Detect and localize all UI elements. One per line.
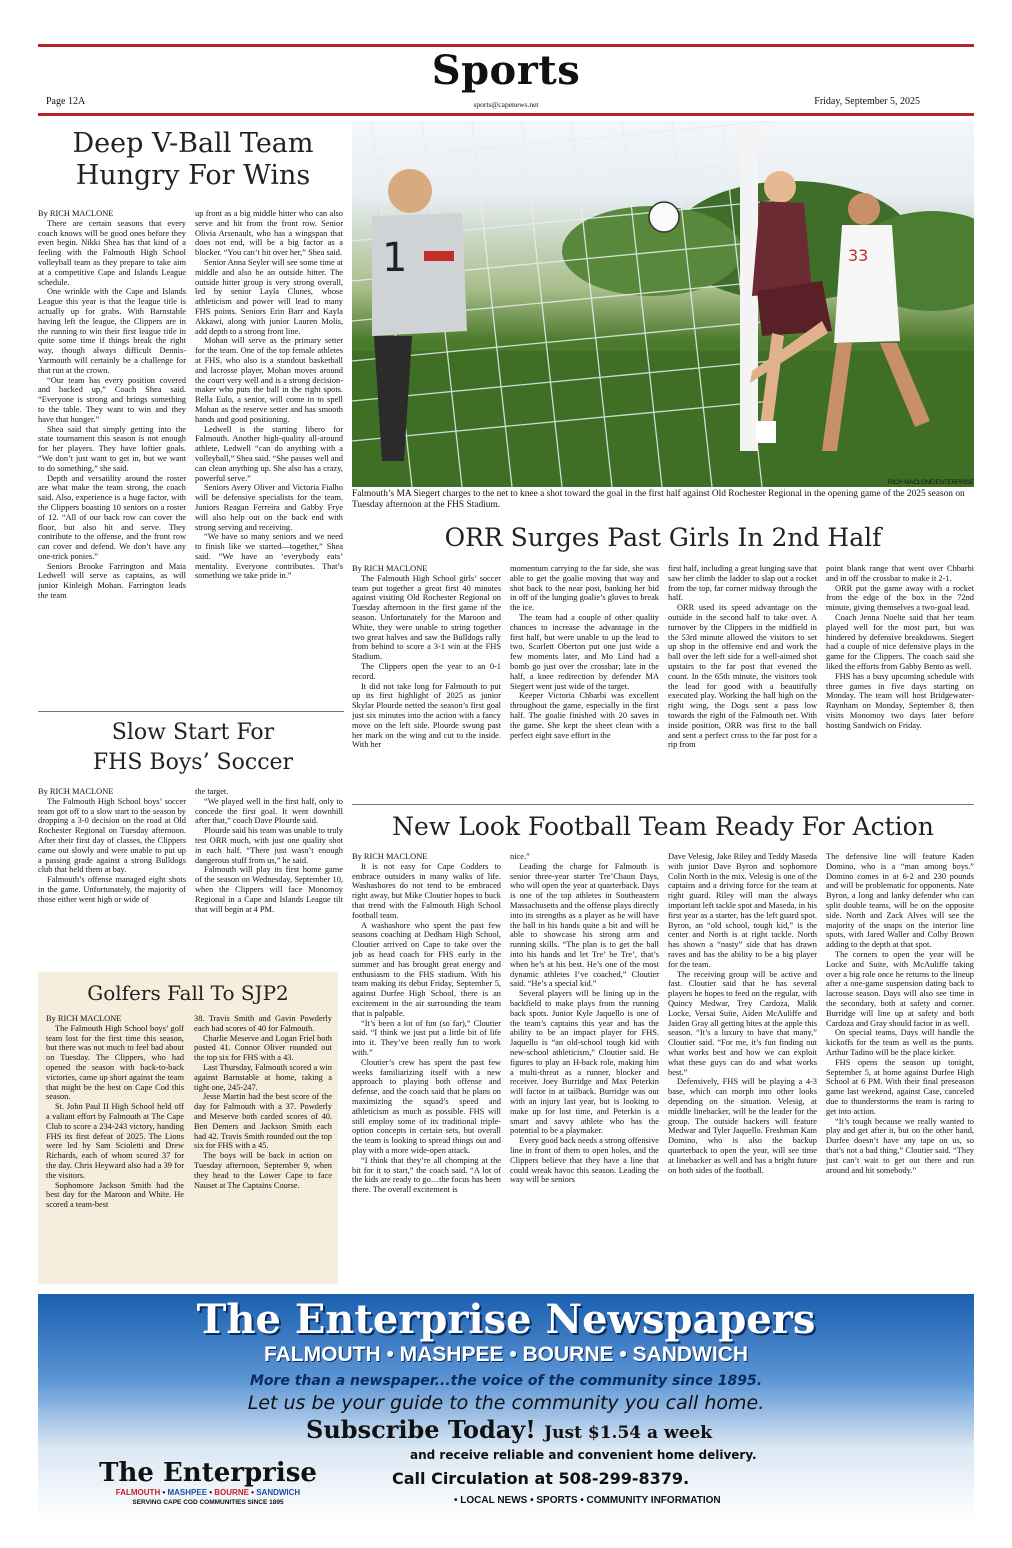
paragraph: Depth and versatility around the roster are what make the team strong, the coach said. Also, experience is a huge factor, with the Clippers boasting 10 seniors on a roster of 12. “All of our back row can cover the floor, but also hit and serve. They contribute to the offense, and the front row can cover and defend. We don’t have any one-trick ponies.” <box>38 473 186 561</box>
boys-column-2 <box>195 787 343 959</box>
paragraph: Jesse Martin had the best score of the day for Falmouth with a 37. Powderly and Meserve both carded scores of 40. Ben Demers and Jackson Smith each had 42. Travis Smith rounded out the top six for FHS with a 45. <box>194 1092 332 1151</box>
logo-town: SANDWICH <box>256 1488 301 1497</box>
paragraph: Every good back needs a strong offensive line in front of them to open holes, and the Clippers believe that they have a line that could wreak havoc this season. Leading the way will be seniors <box>510 1136 659 1185</box>
logo-town: MASHPEE <box>167 1488 208 1497</box>
subscription-ad[interactable] <box>38 1294 974 1520</box>
paragraph: “It’s tough because we really wanted to play and get after it, but on the other hand, Durfee doesn’t have any tape on us, so that’s not a bad thing,” Cloutier said. “They just can’t wait to get out there and run around and hit somebody.” <box>826 1116 974 1175</box>
orr-column-1 <box>352 564 501 796</box>
paragraph: FHS opens the season up tonight, September 5, at home against Durfee High School at 6 PM. With their final preseason game last weekend, against Case, canceled due to thunderstorms the team is raring to get into action. <box>826 1057 974 1116</box>
paragraph: A washashore who spent the past few seasons coaching at Dedham High School, Cloutier arrived on Cape to take over the job as head coach for FHS early in the summer and has brought great energy and enthusiasm to the FHS stadium. With his team making its debut Friday, September 5, against Durfee High School, there is an excitement in the air surrounding the team that is palpable. <box>352 920 501 1018</box>
soccer-ball <box>649 202 679 232</box>
paragraph: It is not easy for Cape Codders to embrace outsiders in many walks of life. Washashores do not tend to be embraced right away, but Mike Cloutier hopes to buck that trend with the Falmouth High School football team. <box>352 861 501 920</box>
orr-headline: ORR Surges Past Girls In 2nd Half <box>444 523 882 552</box>
paragraph: Keeper Victoria Chbarbi was excellent throughout the game, especially in the first half. The goalie finished with 20 saves in the game. She kept the sheet clean with a perfect eight save effort in the <box>510 691 659 740</box>
boys-headline-line-2: FHS Boys’ Soccer <box>92 750 294 775</box>
logo-town: BOURNE <box>214 1488 249 1497</box>
orr-column-2 <box>510 564 659 796</box>
paragraph: Shea said that simply getting into the state tournament this season is not enough for her players. They have loftier goals. “We don’t just want to get in, but we want to do something,” she said. <box>38 424 186 473</box>
paragraph: Several players will be lining up in the backfield to make plays from the running back spots. Junior Kyle Jaquello is one of the team’s captains this year and has the ability to be an impact player for FHS. Jaquello is “an old-school tough kid with new-school athleticism,” Cloutier said. He figures to play an H-back role, making him a multi-threat as a runner, blocker and receiver. Joey Burridge and Max Peterkin will factor in at tailback. Burridge was out with an injury last year, but is looking to make up for lost time, and Peterkin is a smart and savvy athlete who has the potential to be a playmaker. <box>510 989 659 1136</box>
paragraph: “Our team has every position covered and backed up,” Coach Shea said. “Everyone is strong and brings something to the table. They want to win and they have that hunger.” <box>38 375 186 424</box>
football-column-3 <box>668 852 817 1284</box>
paragraph: Charlie Meserve and Logan Friel both posted 41. Connor Oliver rounded out the top six for FHS with a 43. <box>194 1033 332 1063</box>
football-byline: By RICH MACLONE <box>352 852 428 861</box>
paragraph: ORR used its speed advantage on the outside in the second half to take over. A turnover by the Clippers in the midfield in the 53rd minute allowed the visitors to set up shop in the offensive end and work the ball over the left side for a well-aimed shot upstairs to the far post that evened the count. In the 65th minute, the visitors took the lead for good with a beautifully executed play. Working the ball high on the right wing, the Dogs sent a pass low towards the right of the Falmouth net. With inside position, ORR was first to the ball and sent a perfect cross to the far post for a rip from <box>668 603 817 750</box>
paragraph: point blank range that went over Chbarbi and in off the crossbar to make it 2-1. <box>826 564 974 583</box>
paragraph: “I think that they’re all chomping at the bit for it to start,” the coach said. “A lot of the kids are ready to go…the focus has been there. The overall excitement is <box>352 1155 501 1195</box>
football-headline: New Look Football Team Ready For Action <box>392 812 934 841</box>
vball-headline-line-1: Deep V-Ball Team <box>72 128 314 159</box>
paragraph: There are certain seasons that every coach knows will be good ones before they even begin. Nikki Shea has that kind of a feeling with the Falmouth High School volleyball team as they prepare to take aim at a competitive Cape and Islands League schedule. <box>38 218 186 287</box>
paragraph: It did not take long for Falmouth to put up its first highlight of 2025 as junior Skylar Plourde netted the season’s first goal just six minutes into the action with a fancy move on the left side. Plourde swung past her mark on the wing and cut to the inside. With her <box>352 681 501 750</box>
page-number: Page 12A <box>46 96 86 107</box>
boys-headline-line-1: Slow Start For <box>111 720 275 745</box>
golf-byline: By RICH MACLONE <box>46 1014 122 1023</box>
football-column-4 <box>826 852 974 1284</box>
golf-box <box>38 972 338 1284</box>
paragraph: The boys will be back in action on Tuesday afternoon, September 9, when they head to the Lower Cape to face Nauset at The Captains Course. <box>194 1151 332 1190</box>
golf-column-1 <box>46 1014 184 1278</box>
paragraph: up front as a big middle hitter who can also serve and hit from the front row. Senior Olivia Arsenault, who has a wingspan that does not end, will be a big factor as a blocker. “You can’t hit over her,” Shea said. <box>195 209 343 258</box>
ad-delivery: and receive reliable and convenient home delivery. <box>410 1448 757 1462</box>
issue-date: Friday, September 5, 2025 <box>814 96 920 107</box>
paragraph: Falmouth will play its first home game of the season on Wednesday, September 10, when the Clippers will face Monomoy Regional in a Cape and Islands League tilt that will begin at 4 PM. <box>195 865 343 914</box>
ad-subscribe-label: Subscribe Today! <box>306 1415 536 1444</box>
paragraph: Plourde said his team was unable to truly test ORR much, with just one quality shot in each half. “There just wasn’t enough dangerous stuff from us,” he said. <box>195 826 343 865</box>
paragraph: The Falmouth High School boys’ golf team lost for the first time this season, but there was not much to feel bad about on Tuesday. The Clippers, who had opened the season with back-to-back victories, came up short against the team that might be the best on Cape Cod this season. <box>46 1023 184 1102</box>
ad-features: • LOCAL NEWS • SPORTS • COMMUNITY INFORMATION <box>454 1495 721 1506</box>
paragraph: Ledwell is the starting libero for Falmouth. Another high-quality all-around athlete, Ledwell “can do anything with a volleyball,” Shea said. “She passes well and can clean anything up. She also has a crazy, powerful serve.” <box>195 424 343 483</box>
enterprise-logo <box>68 1458 348 1507</box>
paragraph: 38. Travis Smith and Gavin Powderly each had scores of 40 for Falmouth. <box>194 1014 332 1033</box>
vball-headline-line-2: Hungry For Wins <box>75 160 311 191</box>
paragraph: “We played well in the first half, only to concede the first goal. It went downhill after that,” coach Dave Plourde said. <box>195 796 343 826</box>
vball-column-1 <box>38 209 186 704</box>
soccer-photo <box>352 121 974 487</box>
orr-byline: By RICH MACLONE <box>352 564 428 573</box>
paragraph: The receiving group will be active and fast. Cloutier said that he has several players he hopes to feed on the regular, with Quincy Medwar, Trey Cardoza, Malik Locke, Versai Suite, Aiden McAuliffe and Jaiden Gray all getting bites at the apple this season. “It’s a luxury to have that many,” Cloutier said. “For me, it’s fun finding out what works best and how we can exploit what these guys can do and what works best.” <box>668 969 817 1077</box>
section-email: sports@capenews.net <box>473 100 539 109</box>
paragraph: Senior Anna Seyler will see some time at middle and also be an outside hitter. The outside hitter group is very strong overall, led by senior Layla Clunes, whose athleticism and power will lead to many FHS points. Seniors Erin Barr and Kayla Akkawi, along with junior Lauren Molis, add depth to a strong front line. <box>195 257 343 336</box>
paragraph: The team had a couple of other quality chances to increase the advantage in the first half, but were unable to up the lead to two. Scarlett Oberton put one just wide a few moments later, and Mo Lind had a bomb go just over the crossbar; late in the half, a knee redirection by defender MA Siegert went just wide of the target. <box>510 612 659 691</box>
paragraph: momentum carrying to the far side, she was able to get the goalie moving that way and shot back to the near post, banking her bid in off of the lunging goalie’s gloves to break the ice. <box>510 564 659 613</box>
paragraph: Mohan will serve as the primary setter for the team. One of the top female athletes at FHS, who also is a standout basketball and lacrosse player, Mohan moves around the court very well and is a strong decision-maker who puts the ball in the right spots. Bella Eulo, a senior, will come in to spell Mohan as the reserve setter and has smooth hands and good positioning. <box>195 336 343 424</box>
masthead-bottom-rule <box>38 113 974 116</box>
defender-number: 33 <box>848 246 869 265</box>
paragraph: The Clippers open the year to an 0-1 record. <box>352 661 501 681</box>
divider <box>352 804 974 805</box>
paragraph: St. John Paul II High School held off a valiant effort by Falmouth at The Cape Club to score a 234-243 victory, handing FHS its first defeat of 2025. The Lions were led by Sam Scioletti and Drew Richards, each of whom scored 37 for the day. Chris Heyward also had a 39 for the visitors. <box>46 1102 184 1180</box>
paragraph: Falmouth’s offense managed eight shots in the game. Unfortunately, the majority of those either went high or wide of <box>38 875 186 904</box>
logo-town: FALMOUTH <box>115 1488 161 1497</box>
divider <box>38 711 344 712</box>
keeper-number: 1 <box>382 235 408 281</box>
paragraph: Cloutier’s crew has spent the past few weeks familiarizing itself with a new approach to playing both offense and defense, and the coach said that he plans on maximizing the squad’s speed and athleticism as much as possible. FHS will still employ some of its traditional triple-option concepts in certain sets, but overall the team is looking to spread things out and play with a more wide-open attack. <box>352 1057 501 1155</box>
ad-slogan: Let us be your guide to the community you call home. <box>247 1392 765 1414</box>
paragraph: One wrinkle with the Cape and Islands League this year is that the league title is actually up for grabs. With Barnstable having left the league, the Clippers are in the running to win their first league title in quite some time if things break the right way, though always difficult Dennis-Yarmouth will certainly be a challenge for that run at the crown. <box>38 287 186 375</box>
boys-byline: By RICH MACLONE <box>38 787 114 796</box>
football-column-1 <box>352 852 501 1284</box>
ad-towns: FALMOUTH • MASHPEE • BOURNE • SANDWICH <box>263 1343 749 1366</box>
soccer-photo-illustration <box>352 121 974 487</box>
ad-price: Just $1.54 a week <box>544 1423 713 1443</box>
paragraph: Seniors Avery Oliver and Victoria Fialho will be defensive specialists for the team. Juniors Reagan Ferreira and Gabby Frye will also help out on the back end with strong serving and receiving. <box>195 483 343 532</box>
photo-caption: Falmouth’s MA Siegert charges to the net to knee a shot toward the goal in the first half against Old Rochester Regional in the opening game of the 2025 season on Tuesday afternoon at the FHS Stadium. <box>352 489 965 510</box>
paragraph: Seniors Brooke Farrington and Maia Ledwell will serve as captains, as will junior Kinleigh Mohan. Farrington leads the team <box>38 561 186 601</box>
paragraph: the target. <box>195 787 229 796</box>
paragraph: FHS has a busy upcoming schedule with three games in five days starting on Monday. The team will host Bridgewater-Raynham on Monday, September 8, then visits Monomoy two days later before hosting Sandwich on Friday. <box>826 671 974 730</box>
golf-headline: Golfers Fall To SJP2 <box>87 981 289 1005</box>
boys-column-1 <box>38 787 186 959</box>
photo-credit: RICH MACLONE/ENTERPRISE <box>887 480 974 486</box>
logo-name: The Enterprise <box>99 1458 317 1488</box>
paragraph: ORR put the game away with a rocket from the edge of the box in the 72nd minute, giving themselves a two-goal lead. <box>826 583 974 613</box>
paragraph: Last Thursday, Falmouth scored a win against Barnstable at home, taking a tight one, 245-247. <box>194 1062 332 1092</box>
paragraph: The Falmouth High School boys’ soccer team got off to a slow start to the season by dropping a 3-0 decision on the road at Old Rochester Regional on Tuesday afternoon. After their first day of classes, the Clippers came out slowly and were unable to put up a passing grade against a strong Bulldogs club that held them at bay. <box>38 796 186 875</box>
vball-headline <box>38 128 348 192</box>
vball-column-2 <box>195 209 343 704</box>
paragraph: first half, including a great lunging save that saw her climb the ladder to slap out a rocket from the top, far corner midway through the half. <box>668 564 817 603</box>
paragraph: “It’s been a lot of fun (so far),” Cloutier said. “I think we just put a little bit of life into it. They’ve been really fun to work with.” <box>352 1018 501 1057</box>
boys-headline <box>38 718 348 778</box>
orr-column-3 <box>668 564 817 796</box>
logo-serving: SERVING CAPE COD COMMUNITIES SINCE 1895 <box>132 1499 284 1506</box>
paragraph: “We have so many seniors and we need to finish like we started—together,” Shea said. “We have an ‘everybody eats’ mentality. Everyone contributes. That’s something we take pride in.” <box>195 532 343 581</box>
ad-tagline: More than a newspaper...the voice of the community since 1895. <box>249 1373 763 1389</box>
paragraph: The defensive line will feature Kaden Domino, who is a “man among boys.” Domino comes in at 6-2 and 230 pounds and will be problematic for opponents. Nate Byron, a long and lanky defender who can split double teams, will be on the opposite side. North and Zack Alves will see the majority of the snaps on the interior line spots, with Jared Waller and Colby Brown adding to the depth at that spot. <box>826 852 974 950</box>
logo-towns: FALMOUTH • MASHPEE • BOURNE • SANDWICH <box>115 1488 301 1497</box>
ad-subscribe <box>306 1414 712 1449</box>
paragraph: Dave Velesig, Jake Riley and Teddy Maseda with junior Dave Byron and sophomore Colin North in the mix. Velesig is one of the captains and a driving force for the team at right guard. Riley will man the always important left tackle spot and Maseda, in his first year as a starter, has the left guard spot. Byron, an “old school, tough kid,” is the center and North is at right tackle. North has shown a “nasty” side that has drawn raves and has the ability to be a big player for the team. <box>668 852 817 969</box>
paragraph: Coach Jenna Noelte said that her team played well for the most part, but was hindered by defensive breakdowns. Siegert had a couple of nice defensive plays in the game for the Clippers. The coach said she liked the efforts from Gabby Bento as well. <box>826 612 974 671</box>
paragraph: nice.” <box>510 852 530 861</box>
vball-byline: By RICH MACLONE <box>38 209 114 218</box>
paragraph: Defensively, FHS will be playing a 4-3 base, which can morph into other looks depending on the situation. Velesig, at middle linebacker, will be the leader for the group. The outside backers will feature Medwar and Tyler Jaquello. Freshman Kam Domino, who is also the backup quarterback to open the year, will see time at linebacker as well and has a bright future on both sides of the football. <box>668 1077 817 1175</box>
ad-title: The Enterprise Newspapers <box>196 1296 816 1343</box>
golf-column-2 <box>194 1014 332 1278</box>
section-title: Sports <box>431 47 581 94</box>
orr-column-4 <box>826 564 974 796</box>
paragraph: The corners to open the year will be Locke and Suite, with McAuliffe taking over a big role once he returns to the lineup after a one-game suspension dating back to lacrosse season. Days will also see time in the secondary, both at safety and corner. Burridge will line up at safety and both Cardoza and Gray should factor in as well. <box>826 949 974 1028</box>
paragraph: Sophomore Jackson Smith had the best day for the Maroon and White. He scored a team-best <box>46 1180 184 1210</box>
ad-call[interactable]: Call Circulation at 508-299-8379. <box>392 1469 690 1488</box>
football-column-2 <box>510 852 659 1284</box>
paragraph: Leading the charge for Falmouth is senior three-year starter Tre’Chaun Days, who will open the year at quarterback. Days is one of the top athletes in Southeastern Massachusetts and the offense plays directly into its strengths as a player as he will have the ball in his hands quite a bit and will be able to showcase his strong arm and running skills. “The plan is to get the ball into his hands and let Tre’ be Tre’, that’s when he’s at his best. He’s one of the most dynamic athletes I’ve coached,” Cloutier said. “He’s a special kid.” <box>510 861 659 989</box>
paragraph: On special teams, Days will handle the kickoffs for the team as well as the punts. Arthur Tadino will be the place kicker. <box>826 1028 974 1057</box>
paragraph: The Falmouth High School girls’ soccer team put together a great first 40 minutes against visiting Old Rochester Regional on Tuesday afternoon in the first game of the season. Unfortunately for the Maroon and White, they were unable to string together two great halves and saw the Bulldogs rally from behind to score a 3-1 win at the FHS Stadium. <box>352 573 501 662</box>
